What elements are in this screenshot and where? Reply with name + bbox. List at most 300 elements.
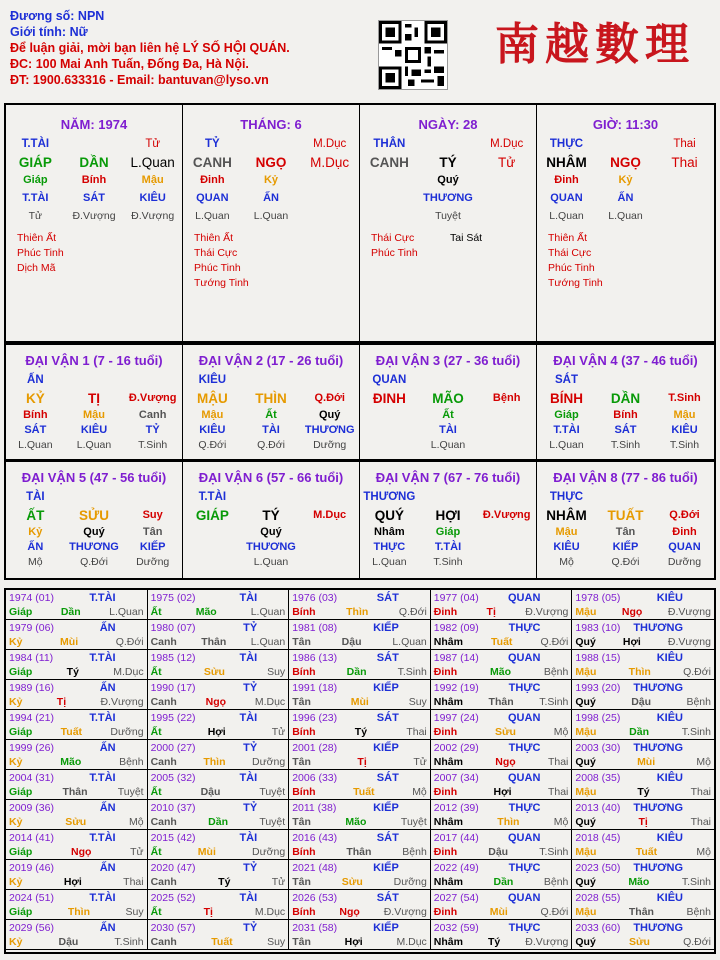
pillar-gods-row [537, 135, 714, 153]
star-item: Tai Sát [450, 232, 483, 244]
year-state: Q.Đới [683, 936, 711, 948]
hidden-god: THƯƠNG [69, 540, 119, 553]
year-head [292, 831, 427, 845]
year-god: ẤN [99, 682, 116, 694]
year-body [151, 935, 286, 949]
year-stem: Mậu [575, 726, 597, 738]
year-cell [6, 860, 148, 890]
year-label: 2011 (38) [292, 802, 337, 814]
year-label: 2028 (55) [575, 892, 621, 904]
year-god: KIÊU [656, 712, 683, 724]
hidden-stem: Ất [442, 408, 454, 421]
year-state: L.Quan [109, 606, 144, 618]
year-head [292, 621, 427, 635]
year-stem: Nhâm [433, 816, 463, 828]
year-label: 1974 (01) [9, 592, 54, 604]
year-label: 1989 (16) [9, 682, 54, 694]
heavenly-stem: CANH [369, 154, 409, 170]
star-item: Thái Cực [548, 247, 592, 259]
star-item: Dịch Mã [17, 262, 56, 274]
dai-van-gods-row [6, 422, 182, 437]
year-stem: Bính [292, 606, 316, 618]
year-branch: Sửu [341, 876, 363, 888]
year-head [9, 651, 144, 665]
hidden-states-row [360, 207, 536, 225]
hidden-state: T.Sinh [669, 438, 700, 451]
year-body [9, 935, 144, 949]
year-branch: Mão [60, 756, 82, 768]
year-body [434, 695, 569, 709]
hidden-god: KIÊU [553, 540, 580, 553]
year-state: Thai [406, 726, 427, 738]
year-label: 2031 (58) [292, 922, 338, 934]
contact-line-3[interactable]: ĐT: 1900.633316 - Email: bantuvan@lyso.vn [10, 73, 269, 87]
year-cell [6, 800, 148, 830]
year-branch: Sửu [65, 816, 87, 828]
year-stem: Đinh [433, 846, 458, 858]
hidden-state: L.Quan [549, 210, 584, 222]
year-branch: Sửu [494, 726, 516, 738]
god-chi: Thai [673, 138, 696, 150]
year-state: Suy [408, 696, 427, 708]
year-body [151, 845, 286, 859]
name-label: Đương số: NPN [10, 9, 105, 23]
year-label: 2025 (52) [150, 892, 196, 904]
year-label: 1994 (21) [9, 712, 54, 724]
dai-van-title: ĐẠI VẬN 2 (17 - 26 tuổi) [198, 353, 344, 368]
year-state: T.Sinh [539, 696, 569, 708]
year-branch: Ngọ [71, 846, 92, 858]
year-head [9, 591, 144, 605]
year-branch: Thìn [497, 816, 520, 828]
hidden-state: Mộ [28, 555, 43, 568]
year-cell [572, 620, 714, 650]
hidden-god: THƯƠNG [423, 192, 473, 204]
year-state: Thai [547, 786, 569, 798]
year-body [151, 695, 286, 709]
year-body [434, 755, 569, 769]
hidden-state: Dưỡng [667, 555, 702, 568]
year-label: 1993 (20) [575, 682, 621, 694]
hidden-state: L.Quan [430, 438, 466, 451]
year-head [292, 741, 427, 755]
dai-van-hidden-row [360, 407, 536, 422]
year-body [434, 905, 569, 919]
year-stem: Tân [292, 636, 311, 648]
year-god: KIẾP [373, 862, 399, 874]
year-label: 1997 (24) [433, 712, 479, 724]
year-stem: Tân [292, 936, 311, 948]
dai-van-gods-row [360, 539, 536, 554]
year-head [9, 861, 144, 875]
dai-van-gods-row [360, 422, 536, 437]
year-stem: Nhâm [433, 936, 463, 948]
year-head [575, 861, 711, 875]
hidden-god: ẤN [617, 192, 634, 204]
dai-van-god: T.TÀI [198, 491, 227, 503]
hidden-states-row [6, 207, 182, 225]
year-god: TÀI [239, 592, 258, 604]
year-head [434, 801, 569, 815]
dai-van-states-row [183, 554, 359, 569]
year-state: T.Sinh [681, 876, 711, 888]
year-god: T.TÀI [89, 592, 116, 604]
god-can: TỶ [204, 138, 220, 150]
year-branch: Dần [60, 606, 81, 618]
dai-van-god: THƯƠNG [363, 491, 416, 503]
year-god: TỶ [243, 622, 258, 634]
year-god: ẤN [99, 862, 116, 874]
year-cell [6, 920, 148, 950]
year-stem: Mậu [575, 786, 597, 798]
pillar-1 [183, 105, 360, 341]
hidden-states-row [183, 207, 359, 225]
pillar-main-row [6, 153, 182, 171]
year-god: THỰC [508, 622, 541, 634]
year-god: TÀI [239, 772, 258, 784]
year-head [292, 921, 427, 935]
year-god: TÀI [239, 892, 258, 904]
year-label: 2015 (42) [150, 832, 196, 844]
stars-list [548, 231, 603, 291]
year-stem: Kỷ [9, 696, 23, 708]
dai-van-god-row [6, 371, 182, 389]
year-branch: Mão [195, 606, 217, 618]
hidden-god: THƯƠNG [246, 540, 296, 553]
year-state: Mộ [412, 786, 427, 798]
year-god: TỶ [243, 862, 258, 874]
year-god: T.TÀI [89, 832, 116, 844]
year-head [575, 891, 711, 905]
hidden-stem: Quý [260, 525, 282, 538]
dai-van-branch: TỊ [88, 390, 100, 406]
star-item: Thiên Ất [17, 232, 57, 244]
year-body [575, 905, 711, 919]
earthly-branch: DẦN [79, 154, 109, 170]
year-god: THƯƠNG [633, 622, 683, 634]
header-info [10, 8, 290, 88]
year-body [575, 605, 711, 619]
hidden-god: KIÊU [671, 423, 698, 436]
dai-van-title: ĐẠI VẬN 1 (7 - 16 tuổi) [25, 353, 163, 368]
year-head [151, 861, 286, 875]
year-body [434, 665, 569, 679]
year-cell [431, 710, 573, 740]
year-stem: Nhâm [433, 756, 463, 768]
year-branch: Thìn [67, 906, 90, 918]
dai-van-stem: GIÁP [195, 507, 229, 523]
hidden-god: QUAN [668, 540, 701, 553]
year-head [575, 591, 711, 605]
year-head [292, 711, 427, 725]
year-stem: Nhâm [433, 636, 463, 648]
year-body [575, 875, 711, 889]
year-branch: Thân [62, 786, 88, 798]
dai-van-main-row [360, 506, 536, 524]
year-state: Q.Đới [398, 606, 427, 618]
dai-van-hidden-row [6, 407, 182, 422]
hidden-god: T.TÀI [22, 192, 49, 204]
year-stem: Bính [292, 846, 316, 858]
branch-state: L.Quan [130, 154, 175, 170]
hidden-stem: Nhâm [374, 525, 405, 538]
year-label: 2014 (41) [9, 832, 54, 844]
year-head [575, 621, 711, 635]
year-cell [6, 830, 148, 860]
dai-van-state: M.Dục [313, 509, 347, 521]
year-head [434, 861, 569, 875]
earthly-branch: TÝ [439, 154, 457, 170]
year-state: Tuyệt [117, 786, 144, 798]
year-label: 2018 (45) [575, 832, 621, 844]
year-god: QUAN [508, 772, 541, 784]
year-stem: Nhâm [433, 696, 463, 708]
year-label: 1988 (15) [575, 652, 621, 664]
hidden-stems-row [537, 171, 714, 189]
hidden-state: Q.Đới [257, 438, 285, 451]
year-state: Đ.Vượng [100, 696, 144, 708]
year-state: M.Dục [396, 936, 427, 948]
dai-van-stem: QUÝ [374, 507, 404, 523]
year-label: 1995 (22) [150, 712, 196, 724]
hidden-stem: Quý [437, 174, 459, 186]
hidden-stem: Mậu [83, 408, 105, 421]
year-head [292, 771, 427, 785]
star-item: Phúc Tinh [548, 262, 595, 274]
hidden-god: T.TÀI [553, 423, 580, 436]
year-branch: Hợi [493, 786, 512, 798]
year-branch: Thìn [203, 756, 226, 768]
year-stem: Ất [150, 726, 162, 738]
year-cell [431, 590, 573, 620]
dai-van-god: THỰC [549, 491, 584, 503]
year-god: ẤN [99, 802, 116, 814]
year-cell [431, 860, 573, 890]
year-head [151, 831, 286, 845]
heavenly-stem: CANH [192, 154, 232, 170]
year-branch: Mùi [637, 756, 656, 768]
stars-list [371, 231, 418, 261]
year-body [9, 845, 144, 859]
hidden-state: L.Quan [608, 210, 643, 222]
year-cell [572, 650, 714, 680]
hidden-state: Tử [28, 210, 43, 222]
year-state: Dưỡng [393, 876, 427, 888]
year-branch: Ngọ [495, 756, 516, 768]
year-cell [148, 890, 290, 920]
year-state: Mộ [129, 816, 144, 828]
year-label: 1981 (08) [292, 622, 338, 634]
dai-van-main-row [537, 506, 714, 524]
hidden-stem: Bính [23, 408, 48, 421]
year-label: 1979 (06) [9, 622, 54, 634]
year-stem: Ất [150, 786, 162, 798]
hidden-stem: Đinh [554, 174, 579, 186]
year-state: Mộ [696, 756, 711, 768]
dai-van-state: Suy [142, 509, 163, 521]
year-stem: Canh [150, 816, 177, 828]
year-stem: Giáp [9, 666, 33, 678]
year-head [434, 771, 569, 785]
year-state: Bệnh [402, 846, 427, 858]
year-cell [289, 830, 431, 860]
year-label: 2030 (57) [150, 922, 196, 934]
year-body [9, 785, 144, 799]
pillar-title: THÁNG: 6 [240, 117, 302, 132]
year-stem: Bính [292, 786, 316, 798]
hidden-stem: Đinh [200, 174, 225, 186]
dai-van-states-row [537, 437, 714, 452]
year-label: 1983 (10) [575, 622, 621, 634]
year-state: Mộ [696, 846, 711, 858]
year-god: QUAN [508, 652, 541, 664]
year-stem: Mậu [575, 666, 597, 678]
year-stem: Quý [575, 876, 596, 888]
hidden-state: Tuyệt [435, 210, 461, 222]
year-head [9, 831, 144, 845]
year-cell [289, 770, 431, 800]
year-cell [148, 650, 290, 680]
year-stem: Giáp [9, 726, 33, 738]
heavenly-stem: NHÂM [546, 154, 587, 170]
year-label: 2002 (29) [433, 742, 479, 754]
dai-van-stem: ĐINH [372, 390, 406, 406]
year-label: 2017 (44) [433, 832, 479, 844]
year-cell [572, 590, 714, 620]
year-god: TỶ [243, 802, 258, 814]
dai-van-stem: NHÂM [546, 507, 587, 523]
dai-van-main-row [183, 389, 359, 407]
year-stem: Kỷ [9, 876, 23, 888]
year-head [575, 771, 711, 785]
star-item: Thiên Ất [548, 232, 588, 244]
year-branch: Tị [203, 906, 213, 918]
dai-van-gods-row [183, 422, 359, 437]
year-cell [289, 920, 431, 950]
year-state: Dưỡng [110, 726, 144, 738]
hidden-god: T.TÀI [434, 540, 462, 553]
hidden-state: Dưỡng [313, 438, 347, 451]
year-branch: Sửu [203, 666, 225, 678]
year-stem: Bính [292, 666, 316, 678]
dai-van-states-row [360, 554, 536, 569]
year-god: KIÊU [656, 652, 683, 664]
hidden-stem: Bính [613, 408, 638, 421]
year-head [9, 921, 144, 935]
star-item: Phúc Tinh [371, 247, 418, 259]
dai-van-states-row [6, 554, 182, 569]
year-branch: Tuất [491, 636, 513, 648]
year-body [575, 695, 711, 709]
year-god: TỶ [243, 922, 258, 934]
dai-van-5 [6, 462, 183, 578]
year-cell [431, 620, 573, 650]
year-god: KIẾP [373, 682, 399, 694]
year-label: 1985 (12) [150, 652, 196, 664]
year-branch: Tuất [635, 846, 658, 858]
year-body [9, 665, 144, 679]
year-branch: Mão [345, 816, 367, 828]
year-state: Tuyệt [259, 816, 286, 828]
year-branch: Thân [488, 696, 514, 708]
hidden-stem: Ất [265, 408, 277, 421]
year-god: THỰC [508, 742, 541, 754]
year-god: THƯƠNG [633, 862, 683, 874]
branch-state: M.Dục [310, 154, 350, 170]
god-can: T.TÀI [21, 138, 50, 150]
dai-van-gods-row [183, 539, 359, 554]
year-stem: Quý [575, 696, 596, 708]
hidden-god: THỰC [373, 540, 406, 553]
year-label: 2009 (36) [9, 802, 54, 814]
year-cell [6, 770, 148, 800]
year-cell [289, 680, 431, 710]
dai-van-main-row [537, 389, 714, 407]
year-god: ẤN [99, 622, 116, 634]
year-head [9, 741, 144, 755]
year-head [575, 741, 711, 755]
year-cell [148, 620, 290, 650]
year-head [9, 891, 144, 905]
star-item: Tướng Tinh [194, 277, 249, 289]
year-cell [6, 680, 148, 710]
hidden-god: SÁT [24, 423, 47, 436]
year-branch: Tý [354, 726, 368, 738]
year-stem: Ất [150, 606, 162, 618]
year-label: 1977 (04) [433, 592, 479, 604]
year-body [9, 755, 144, 769]
year-god: KIÊU [656, 892, 683, 904]
dai-van-main-row [360, 389, 536, 407]
god-can: THỰC [549, 138, 584, 150]
year-god: QUAN [508, 592, 541, 604]
year-god: T.TÀI [89, 712, 116, 724]
year-god: SÁT [376, 592, 399, 604]
year-god: THỰC [508, 802, 541, 814]
year-branch: Dậu [58, 936, 79, 948]
year-body [9, 695, 144, 709]
pillar-title: GIỜ: 11:30 [592, 117, 659, 132]
year-body [151, 785, 286, 799]
year-head [9, 681, 144, 695]
year-body [434, 725, 569, 739]
year-label: 1978 (05) [575, 592, 621, 604]
hidden-stem: Tân [615, 525, 636, 538]
year-stem: Mậu [575, 906, 597, 918]
star-item: Phúc Tinh [194, 262, 241, 274]
year-god: T.TÀI [89, 892, 116, 904]
year-branch: Thìn [628, 666, 651, 678]
pillar-main-row [183, 153, 359, 171]
hidden-stems-row [6, 171, 182, 189]
hidden-state: Dưỡng [136, 555, 170, 568]
year-label: 1987 (14) [433, 652, 479, 664]
dai-van-hidden-row [537, 524, 714, 539]
year-state: Mộ [553, 726, 569, 738]
year-cell [572, 830, 714, 860]
year-god: T.TÀI [89, 772, 116, 784]
branch-state: Thai [671, 154, 698, 170]
year-label: 1992 (19) [433, 682, 479, 694]
dai-van-states-row [360, 437, 536, 452]
year-head [151, 891, 286, 905]
year-stem: Quý [575, 816, 596, 828]
year-label: 2016 (43) [292, 832, 338, 844]
hidden-gods-row [537, 189, 714, 207]
year-branch: Ngọ [621, 606, 643, 618]
year-state: L.Quan [250, 606, 286, 618]
year-body [292, 725, 427, 739]
